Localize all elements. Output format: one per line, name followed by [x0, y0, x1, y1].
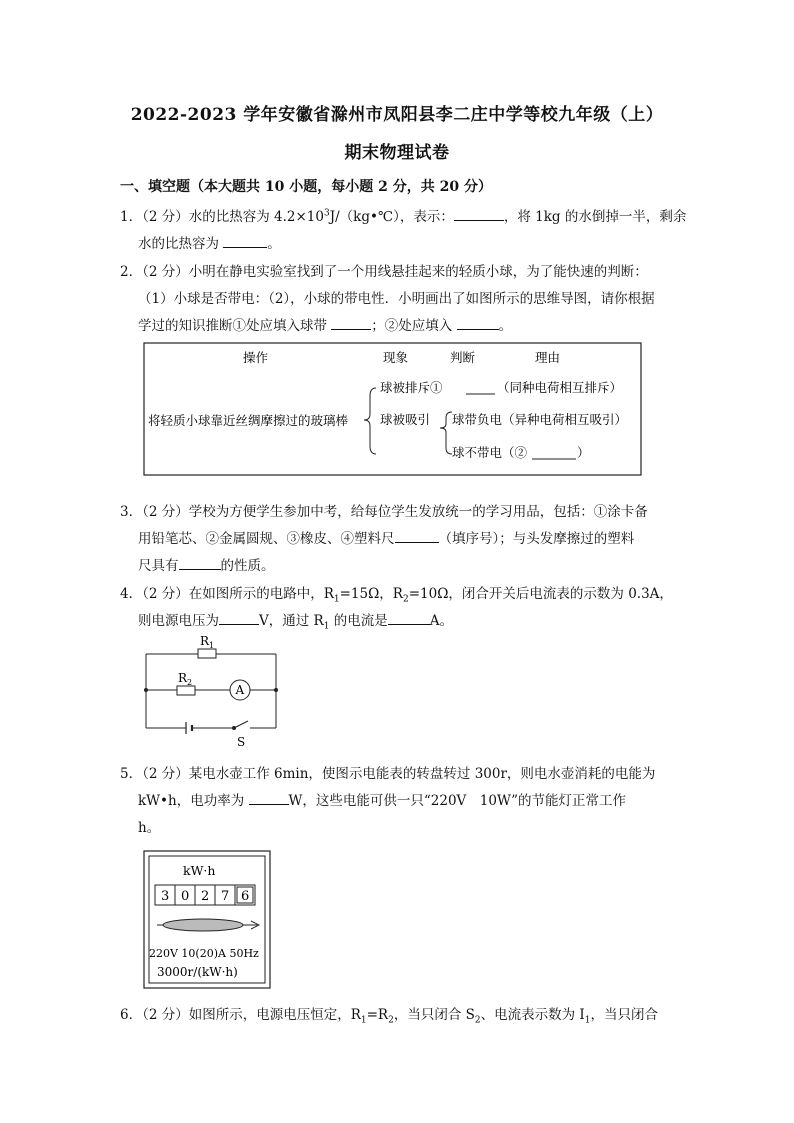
q2-line2: （1）小球是否带电：（2），小球的带电性．小明画出了如图所示的思维导图，请你根据: [138, 291, 655, 307]
meter-digit: 0: [181, 889, 190, 904]
q6-sub2: 2: [388, 1015, 394, 1026]
q4-text-a: 4．（2 分）在如图所示的电路中，R: [120, 586, 334, 602]
q1-text-c: ，将 1kg 的水倒掉一半，剩余: [503, 209, 687, 225]
meter-digit: 7: [221, 889, 230, 904]
meter-spec: 220V 10(20)A 50Hz: [149, 947, 259, 960]
q4-sub2: 2: [402, 594, 409, 605]
q5-blank1[interactable]: [249, 790, 289, 805]
neutral-text: 球不带电（②: [452, 445, 528, 460]
q6-sub3: 2: [474, 1015, 481, 1026]
exam-title-line1: 2022-2023 学年安徽省滁州市凤阳县李二庄中学等校九年级（上）: [130, 105, 664, 125]
q4-sub3: 1: [323, 621, 330, 632]
q4-blank2[interactable]: [388, 610, 430, 625]
meter-rev: 3000r/(kW·h): [157, 965, 238, 979]
q4-text-e: V，通过 R: [259, 613, 324, 629]
q1-text-line2: 水的比热容为: [138, 236, 219, 252]
q3-text-3b: 的性质。: [220, 558, 275, 574]
meter-digit: 3: [161, 889, 170, 904]
q6-text-b: =R: [366, 1007, 389, 1023]
meter-disc: [163, 919, 243, 931]
q6-text-e: ，当只闭合: [590, 1007, 658, 1023]
q3-text-2a: 用铅笔芯、②金属圆规、③橡皮、④塑料尺: [138, 531, 395, 547]
q6-sub4: 1: [584, 1015, 591, 1026]
q6-sub1: 1: [360, 1015, 367, 1026]
q5-text-2a: kW•h，电功率为: [138, 793, 245, 809]
q3-line2: [138, 527, 634, 547]
q3-blank1[interactable]: [395, 528, 439, 543]
q1-line1: [120, 205, 686, 225]
q1-blank1[interactable]: [454, 206, 504, 221]
q5-line1: 5．（2 分）某电水壶工作 6min，使图示电能表的转盘转过 300r，则电水壶消耗的电能为: [120, 766, 656, 782]
resistor-r1: [198, 649, 216, 658]
q4-text-g: A。: [429, 613, 453, 629]
q2-text-3b: ；②处应填入: [371, 318, 453, 334]
q2-blank2[interactable]: [457, 315, 499, 330]
q3-text-3a: 尺具有: [138, 558, 179, 574]
q2-blank1[interactable]: [331, 315, 371, 330]
svg-text:A: A: [235, 683, 245, 697]
q2-text-3a: 学过的知识推断①处应填入球带: [138, 318, 327, 334]
close-paren: ）: [577, 445, 590, 460]
q4-text-d: 则电源电压为: [138, 613, 219, 629]
q4-blank1[interactable]: [219, 610, 259, 625]
energy-meter-figure: [143, 850, 271, 990]
svg-text:R2: $R_2$: [178, 671, 193, 687]
q4-text-b: =15Ω，R: [339, 586, 403, 602]
q5-text-2b: W，这些电能可供一只“220V 10W”的节能灯正常工作: [288, 793, 627, 809]
section-heading: 一、填空题（本大题共 10 小题，每小题 2 分，共 20 分）: [120, 179, 492, 195]
q3-text-2b: （填序号）；与头发摩擦过的塑料: [438, 531, 635, 547]
attract-text: 球被吸引: [380, 412, 431, 427]
brace-1: [364, 388, 376, 454]
q6-text-a: 6．（2 分）如图所示，电源电压恒定，R: [120, 1007, 361, 1023]
q4-text-c: =10Ω，闭合开关后电流表的示数为 0.3A，: [408, 586, 673, 602]
q5-line2: [138, 789, 626, 809]
header-operation: 操作: [243, 350, 269, 365]
brace-2: [440, 412, 452, 454]
operation-text: 将轻质小球靠近丝绸摩擦过的玻璃棒: [148, 413, 349, 428]
svg-text:S: S: [237, 735, 246, 749]
q4-sub1: 1: [333, 594, 340, 605]
exam-title-line2: 期末物理试卷: [344, 143, 450, 163]
header-judgement: 判断: [450, 350, 476, 365]
svg-text:R1: $R_1$: [200, 634, 215, 650]
meter-digit-decimal: 6: [241, 889, 250, 904]
q4-line2: [138, 609, 453, 632]
switch: [234, 721, 248, 728]
q3-line1: 3．（2 分）学校为方便学生参加中考，给每位学生发放统一的学习用品，包括：①涂卡备: [120, 504, 648, 520]
repel-text: 球被排斥①: [380, 380, 443, 395]
header-reason: 理由: [535, 350, 561, 365]
header-phenomenon: 现象: [383, 350, 409, 365]
q1-blank2[interactable]: [223, 233, 267, 248]
circuit-diagram: [138, 632, 283, 752]
q4-text-f: 的电流是: [329, 613, 388, 629]
resistor-r2: [177, 686, 195, 695]
q3-line3: [138, 554, 275, 574]
q1-text-a: 1．（2 分）水的比热容为 4.2×10: [120, 209, 324, 225]
q2-line1: 2．（2 分）小明在静电实验室找到了一个用线悬挂起来的轻质小球，为了能快速的判断：: [120, 264, 648, 280]
q4-line1: [120, 582, 673, 605]
q6-text-c: ，当只闭合 S: [393, 1007, 475, 1023]
q1-sup: 3: [323, 208, 330, 219]
q2-line3: [138, 314, 512, 334]
q1-text-b: J/（kg•℃），表示：: [329, 209, 454, 225]
q1-line2: [138, 232, 281, 252]
q6-line1: [120, 1003, 658, 1026]
negative-text: 球带负电（异种电荷相互吸引）: [452, 412, 628, 427]
q2-end: 。: [498, 318, 513, 334]
q5-line3: h。: [138, 820, 161, 836]
meter-digit: 2: [201, 889, 210, 904]
q3-blank2[interactable]: [179, 555, 221, 570]
q1-end: 。: [267, 236, 281, 252]
meter-unit: kW·h: [183, 863, 216, 878]
q6-text-d: 、电流表示数为 I: [480, 1007, 585, 1023]
repel-reason: （同种电荷相互排斥）: [497, 380, 623, 395]
mind-map-figure: [140, 340, 646, 480]
